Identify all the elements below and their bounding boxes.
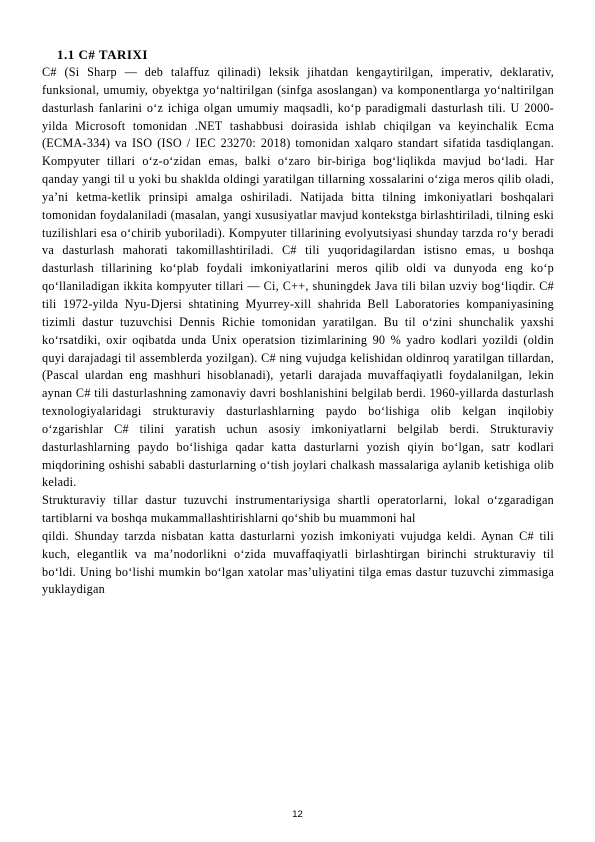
paragraph-continuation: qildi. Shunday tarzda nisbatan katta dasturlarni yozish imkoniyati vujudga keldi. Aynan C# tili kuch, elegantlik va ma’nodorlikni o‘zida muvaffaqiyatli birlashtirgan birinchi strukturaviy til bo‘ldi. Uning bo‘lishi mumkin bo‘lgan xatolar mas’uliyatini tilga emas dastur tuzuvchi zimmasiga yuklaydigan	[42, 528, 554, 597]
paragraph-structured-languages: Strukturaviy tillar dastur tuzuvchi instrumentariysiga shartli operatorlarni, lokal o‘zgaradigan tartiblarni va boshqa mukammallashtirishlarni qo‘shib bu muammoni hal	[42, 493, 554, 526]
paragraph-history-main: C# (Si Sharp — deb talaffuz qilinadi) leksik jihatdan kengaytirilgan, imperativ, deklarativ, funksional, umumiy, obyektga yo‘naltirilgan (sinfga asoslangan) va komponentlarga yo‘naltirilgan dasturlash fanlarini o‘z ichiga olgan umumiy maqsadli, ko‘p paradigmali dasturlash tili. U 2000-yilda Microsoft tomonidan .NET tashabbusi doirasida ishlab chiqilgan va keyinchalik Ecma (ECMA-334) va ISO (ISO / IEC 23270: 2018) tomonidan xalqaro standart sifatida tasdiqlangan. Kompyuter tillari o‘z-o‘zidan emas, balki o‘zaro bir-biriga bog‘liqlikda mavjud bo‘ladi. Har qanday yangi til u yoki bu shaklda oldingi yaratilgan tillarning xossalarini o‘ziga meros qilib oladi, ya’ni ketma-ketlik prinsipi amalga oshiriladi. Natijada bitta tilning imkoniyatlari boshqalari tomonidan foydalaniladi (masalan, yangi xususiyatlar mavjud kontekstga birlashtiriladi, tilning eski tuzilishlari esa o‘chirib yuboriladi). Kompyuter tillarining evolyutsiyasi shunday tarzda ro‘y beradi va dasturlash mahorati takomillashtiriladi. C# tili yuqoridagilardan istisno emas, u boshqa dasturlash tillarining ko‘plab foydali imkoniyatlarini meros qilib oldi va dunyoda eng ko‘p qo‘llaniladigan ikkita kompyuter tillari — Ci, C++, shuningdek Java tili bilan uzviy bog‘liqdir. C# tili 1972-yilda Nyu-Djersi shtatining Myurrey-xill shahrida Bell Laboratories kompaniyasining tizimli dastur tuzuvchisi Dennis Richie tomonidan yaratilgan. Bu til o‘zini shunchalik yaxshi ko‘rsatdiki, oxir oqibatda unda Unix operatsion tizimlarining 90 % yadro kodlari yozildi (oldin quyi darajadagi til assemblerda yozilgan). C# ning vujudga kelishidan oldinroq yaratilgan tillardan, (Pascal ulardan eng mashhuri hisoblanadi), yetarli darajada muvaffaqiyatli foydalanilgan, lekin aynan C# tili dasturlashning zamonaviy davri boshlanishini belgilab berdi. 1960-yillarda dasturlash texnologiyalaridagi strukturaviy dasturlashlarning paydo bo‘lishiga olib kelgan inqilobiy o‘zgarishlar C# tilini yaratish uchun asosiy imkoniyatlarni belgilab berdi. Strukturaviy dasturlashlarning paydo bo‘lishiga qadar katta dasturlarni yozish qiyin bo‘lgan, satr kodlari miqdorining oshishi sababli dasturlarning o‘tish joylari chalkash massalariga aylanib ketishiga olib keladi.	[42, 65, 554, 490]
document-page	[42, 46, 554, 599]
section-heading: 1.1 C# TARIXI	[57, 47, 148, 62]
page-number: 12	[292, 809, 303, 820]
